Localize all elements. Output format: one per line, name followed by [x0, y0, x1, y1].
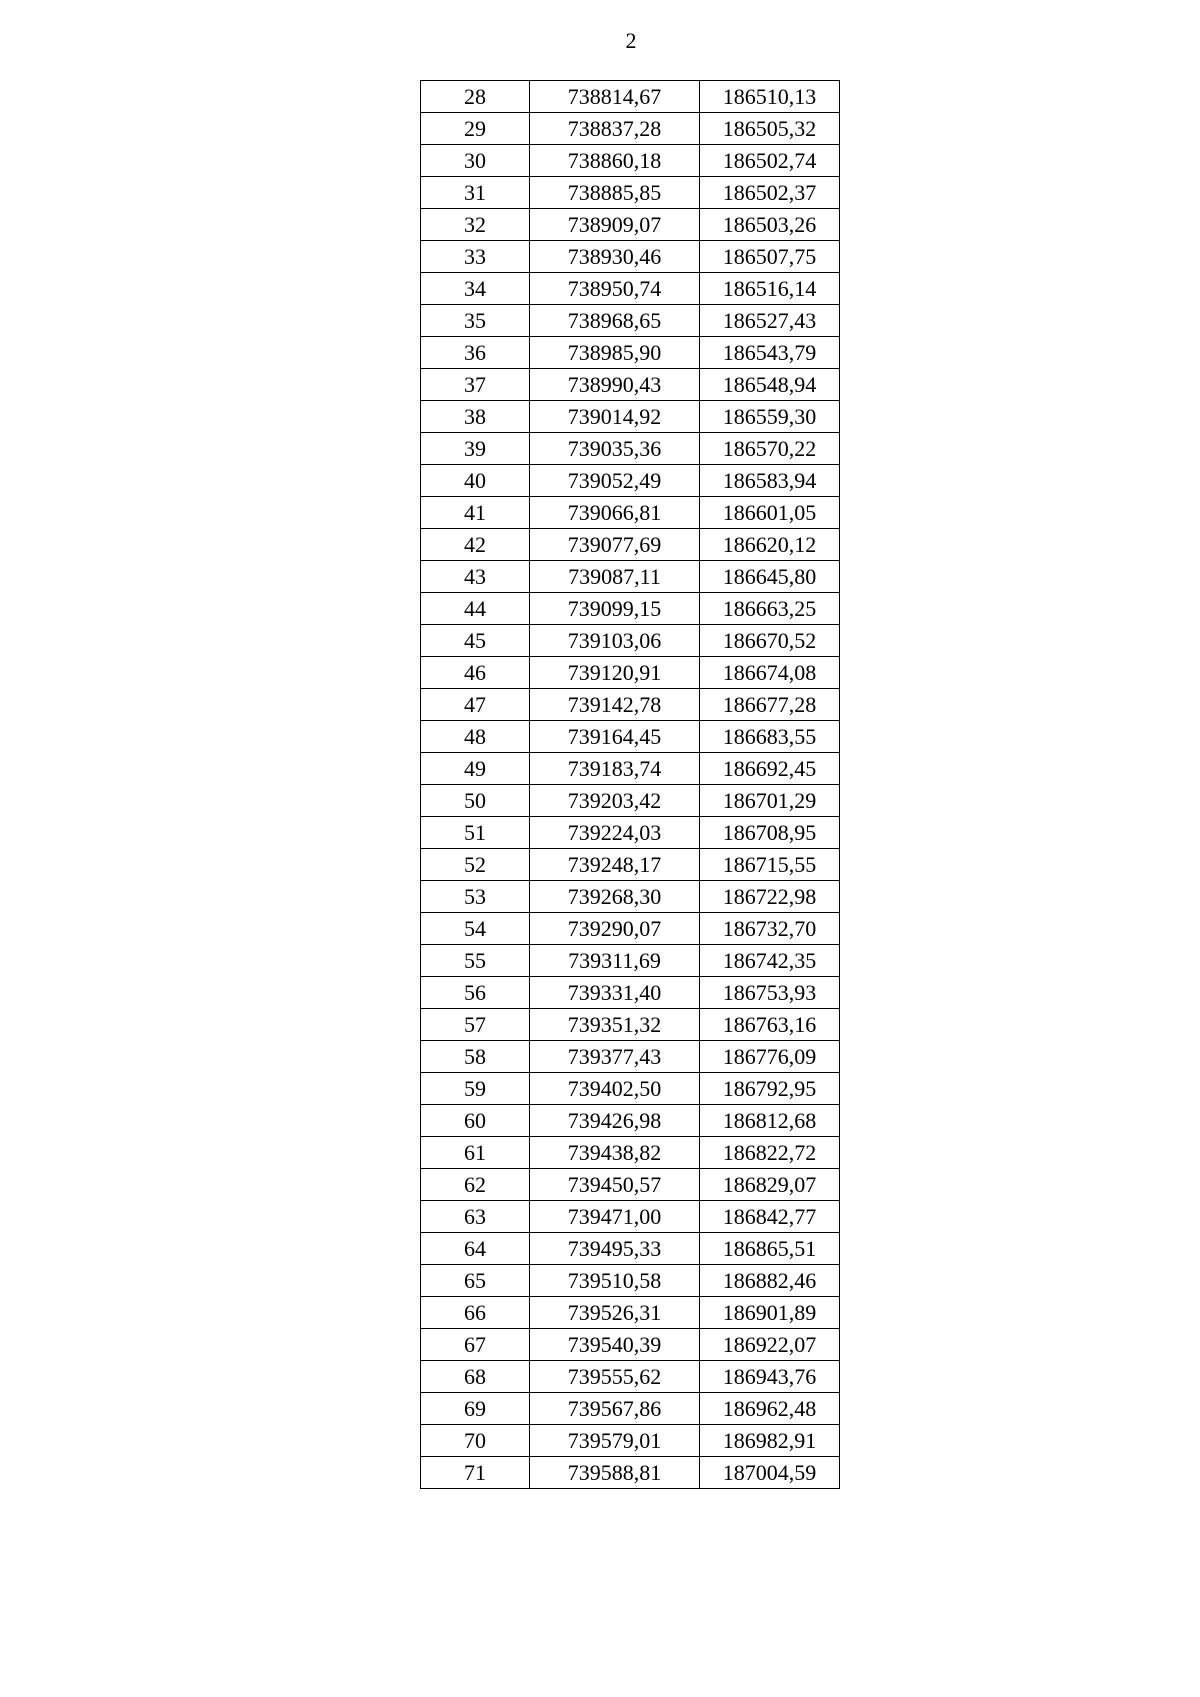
table-row — [421, 849, 840, 881]
table-row — [421, 369, 840, 401]
x-coordinate-cell: 739142,78 — [530, 689, 700, 721]
table-row — [421, 497, 840, 529]
point-number-cell: 37 — [421, 369, 530, 401]
point-number-cell: 42 — [421, 529, 530, 561]
x-coordinate-cell: 739331,40 — [530, 977, 700, 1009]
point-number-cell: 38 — [421, 401, 530, 433]
point-number-cell: 49 — [421, 753, 530, 785]
x-coordinate-cell: 739014,92 — [530, 401, 700, 433]
y-coordinate-cell: 186505,32 — [700, 113, 840, 145]
table-row — [421, 721, 840, 753]
table-row — [421, 753, 840, 785]
y-coordinate-cell: 186943,76 — [700, 1361, 840, 1393]
point-number-cell: 29 — [421, 113, 530, 145]
point-number-cell: 61 — [421, 1137, 530, 1169]
table-row — [421, 1073, 840, 1105]
table-row — [421, 177, 840, 209]
table-row — [421, 1041, 840, 1073]
y-coordinate-cell: 186570,22 — [700, 433, 840, 465]
x-coordinate-cell: 738909,07 — [530, 209, 700, 241]
table-row — [421, 305, 840, 337]
y-coordinate-cell: 186982,91 — [700, 1425, 840, 1457]
y-coordinate-cell: 186792,95 — [700, 1073, 840, 1105]
point-number-cell: 70 — [421, 1425, 530, 1457]
x-coordinate-cell: 739495,33 — [530, 1233, 700, 1265]
y-coordinate-cell: 186516,14 — [700, 273, 840, 305]
x-coordinate-cell: 739035,36 — [530, 433, 700, 465]
table-row — [421, 465, 840, 497]
table-row — [421, 561, 840, 593]
point-number-cell: 60 — [421, 1105, 530, 1137]
y-coordinate-cell: 186753,93 — [700, 977, 840, 1009]
point-number-cell: 50 — [421, 785, 530, 817]
x-coordinate-cell: 739077,69 — [530, 529, 700, 561]
point-number-cell: 51 — [421, 817, 530, 849]
x-coordinate-cell: 739588,81 — [530, 1457, 700, 1489]
y-coordinate-cell: 186674,08 — [700, 657, 840, 689]
table-row — [421, 1393, 840, 1425]
x-coordinate-cell: 739510,58 — [530, 1265, 700, 1297]
y-coordinate-cell: 186962,48 — [700, 1393, 840, 1425]
x-coordinate-cell: 738930,46 — [530, 241, 700, 273]
y-coordinate-cell: 186543,79 — [700, 337, 840, 369]
table-row — [421, 81, 840, 113]
table-row — [421, 433, 840, 465]
x-coordinate-cell: 739426,98 — [530, 1105, 700, 1137]
x-coordinate-cell: 739450,57 — [530, 1169, 700, 1201]
point-number-cell: 68 — [421, 1361, 530, 1393]
x-coordinate-cell: 739224,03 — [530, 817, 700, 849]
table-row — [421, 657, 840, 689]
table-row — [421, 1265, 840, 1297]
point-number-cell: 58 — [421, 1041, 530, 1073]
x-coordinate-cell: 739103,06 — [530, 625, 700, 657]
table-row — [421, 337, 840, 369]
point-number-cell: 28 — [421, 81, 530, 113]
point-number-cell: 64 — [421, 1233, 530, 1265]
table-row — [421, 913, 840, 945]
table-row — [421, 689, 840, 721]
point-number-cell: 40 — [421, 465, 530, 497]
x-coordinate-cell: 739248,17 — [530, 849, 700, 881]
table-row — [421, 1233, 840, 1265]
point-number-cell: 46 — [421, 657, 530, 689]
x-coordinate-cell: 739203,42 — [530, 785, 700, 817]
point-number-cell: 55 — [421, 945, 530, 977]
point-number-cell: 45 — [421, 625, 530, 657]
table-row — [421, 1137, 840, 1169]
coordinates-table — [420, 80, 840, 1489]
y-coordinate-cell: 186708,95 — [700, 817, 840, 849]
x-coordinate-cell: 738950,74 — [530, 273, 700, 305]
table-row — [421, 593, 840, 625]
table-row — [421, 945, 840, 977]
y-coordinate-cell: 186715,55 — [700, 849, 840, 881]
x-coordinate-cell: 739567,86 — [530, 1393, 700, 1425]
y-coordinate-cell: 186502,74 — [700, 145, 840, 177]
point-number-cell: 59 — [421, 1073, 530, 1105]
x-coordinate-cell: 739402,50 — [530, 1073, 700, 1105]
y-coordinate-cell: 186763,16 — [700, 1009, 840, 1041]
x-coordinate-cell: 739471,00 — [530, 1201, 700, 1233]
table-row — [421, 1457, 840, 1489]
point-number-cell: 62 — [421, 1169, 530, 1201]
table-row — [421, 401, 840, 433]
point-number-cell: 44 — [421, 593, 530, 625]
table-row — [421, 625, 840, 657]
x-coordinate-cell: 739087,11 — [530, 561, 700, 593]
table-row — [421, 817, 840, 849]
x-coordinate-cell: 738837,28 — [530, 113, 700, 145]
table-row — [421, 273, 840, 305]
point-number-cell: 65 — [421, 1265, 530, 1297]
table-row — [421, 977, 840, 1009]
table-row — [421, 529, 840, 561]
table-row — [421, 241, 840, 273]
y-coordinate-cell: 186842,77 — [700, 1201, 840, 1233]
y-coordinate-cell: 186901,89 — [700, 1297, 840, 1329]
x-coordinate-cell: 739311,69 — [530, 945, 700, 977]
y-coordinate-cell: 186663,25 — [700, 593, 840, 625]
point-number-cell: 32 — [421, 209, 530, 241]
y-coordinate-cell: 186677,28 — [700, 689, 840, 721]
table-row — [421, 881, 840, 913]
table-row — [421, 1361, 840, 1393]
x-coordinate-cell: 739540,39 — [530, 1329, 700, 1361]
table-row — [421, 1009, 840, 1041]
y-coordinate-cell: 186776,09 — [700, 1041, 840, 1073]
x-coordinate-cell: 738814,67 — [530, 81, 700, 113]
x-coordinate-cell: 738985,90 — [530, 337, 700, 369]
point-number-cell: 53 — [421, 881, 530, 913]
point-number-cell: 36 — [421, 337, 530, 369]
x-coordinate-cell: 739526,31 — [530, 1297, 700, 1329]
x-coordinate-cell: 739555,62 — [530, 1361, 700, 1393]
point-number-cell: 57 — [421, 1009, 530, 1041]
x-coordinate-cell: 738990,43 — [530, 369, 700, 401]
point-number-cell: 71 — [421, 1457, 530, 1489]
y-coordinate-cell: 187004,59 — [700, 1457, 840, 1489]
point-number-cell: 39 — [421, 433, 530, 465]
x-coordinate-cell: 739268,30 — [530, 881, 700, 913]
y-coordinate-cell: 186527,43 — [700, 305, 840, 337]
x-coordinate-cell: 739066,81 — [530, 497, 700, 529]
y-coordinate-cell: 186620,12 — [700, 529, 840, 561]
table-row — [421, 1105, 840, 1137]
table-row — [421, 1329, 840, 1361]
coordinates-table-body — [421, 81, 840, 1489]
point-number-cell: 67 — [421, 1329, 530, 1361]
x-coordinate-cell: 739183,74 — [530, 753, 700, 785]
point-number-cell: 69 — [421, 1393, 530, 1425]
table-row — [421, 1201, 840, 1233]
point-number-cell: 33 — [421, 241, 530, 273]
y-coordinate-cell: 186583,94 — [700, 465, 840, 497]
y-coordinate-cell: 186922,07 — [700, 1329, 840, 1361]
point-number-cell: 35 — [421, 305, 530, 337]
y-coordinate-cell: 186882,46 — [700, 1265, 840, 1297]
table-row — [421, 1169, 840, 1201]
x-coordinate-cell: 738968,65 — [530, 305, 700, 337]
y-coordinate-cell: 186701,29 — [700, 785, 840, 817]
point-number-cell: 52 — [421, 849, 530, 881]
y-coordinate-cell: 186670,52 — [700, 625, 840, 657]
y-coordinate-cell: 186601,05 — [700, 497, 840, 529]
x-coordinate-cell: 739164,45 — [530, 721, 700, 753]
point-number-cell: 66 — [421, 1297, 530, 1329]
y-coordinate-cell: 186742,35 — [700, 945, 840, 977]
table-row — [421, 209, 840, 241]
point-number-cell: 54 — [421, 913, 530, 945]
x-coordinate-cell: 739052,49 — [530, 465, 700, 497]
x-coordinate-cell: 739099,15 — [530, 593, 700, 625]
x-coordinate-cell: 738860,18 — [530, 145, 700, 177]
y-coordinate-cell: 186559,30 — [700, 401, 840, 433]
y-coordinate-cell: 186507,75 — [700, 241, 840, 273]
point-number-cell: 41 — [421, 497, 530, 529]
y-coordinate-cell: 186822,72 — [700, 1137, 840, 1169]
point-number-cell: 34 — [421, 273, 530, 305]
point-number-cell: 63 — [421, 1201, 530, 1233]
x-coordinate-cell: 738885,85 — [530, 177, 700, 209]
y-coordinate-cell: 186683,55 — [700, 721, 840, 753]
y-coordinate-cell: 186829,07 — [700, 1169, 840, 1201]
x-coordinate-cell: 739290,07 — [530, 913, 700, 945]
x-coordinate-cell: 739120,91 — [530, 657, 700, 689]
x-coordinate-cell: 739377,43 — [530, 1041, 700, 1073]
y-coordinate-cell: 186692,45 — [700, 753, 840, 785]
table-row — [421, 113, 840, 145]
table-row — [421, 1425, 840, 1457]
y-coordinate-cell: 186865,51 — [700, 1233, 840, 1265]
point-number-cell: 31 — [421, 177, 530, 209]
point-number-cell: 43 — [421, 561, 530, 593]
point-number-cell: 48 — [421, 721, 530, 753]
y-coordinate-cell: 186645,80 — [700, 561, 840, 593]
x-coordinate-cell: 739351,32 — [530, 1009, 700, 1041]
point-number-cell: 30 — [421, 145, 530, 177]
y-coordinate-cell: 186732,70 — [700, 913, 840, 945]
y-coordinate-cell: 186812,68 — [700, 1105, 840, 1137]
y-coordinate-cell: 186722,98 — [700, 881, 840, 913]
point-number-cell: 56 — [421, 977, 530, 1009]
y-coordinate-cell: 186503,26 — [700, 209, 840, 241]
x-coordinate-cell: 739579,01 — [530, 1425, 700, 1457]
page-number: 2 — [625, 28, 637, 53]
y-coordinate-cell: 186510,13 — [700, 81, 840, 113]
y-coordinate-cell: 186548,94 — [700, 369, 840, 401]
x-coordinate-cell: 739438,82 — [530, 1137, 700, 1169]
point-number-cell: 47 — [421, 689, 530, 721]
y-coordinate-cell: 186502,37 — [700, 177, 840, 209]
table-row — [421, 1297, 840, 1329]
table-row — [421, 145, 840, 177]
table-row — [421, 785, 840, 817]
